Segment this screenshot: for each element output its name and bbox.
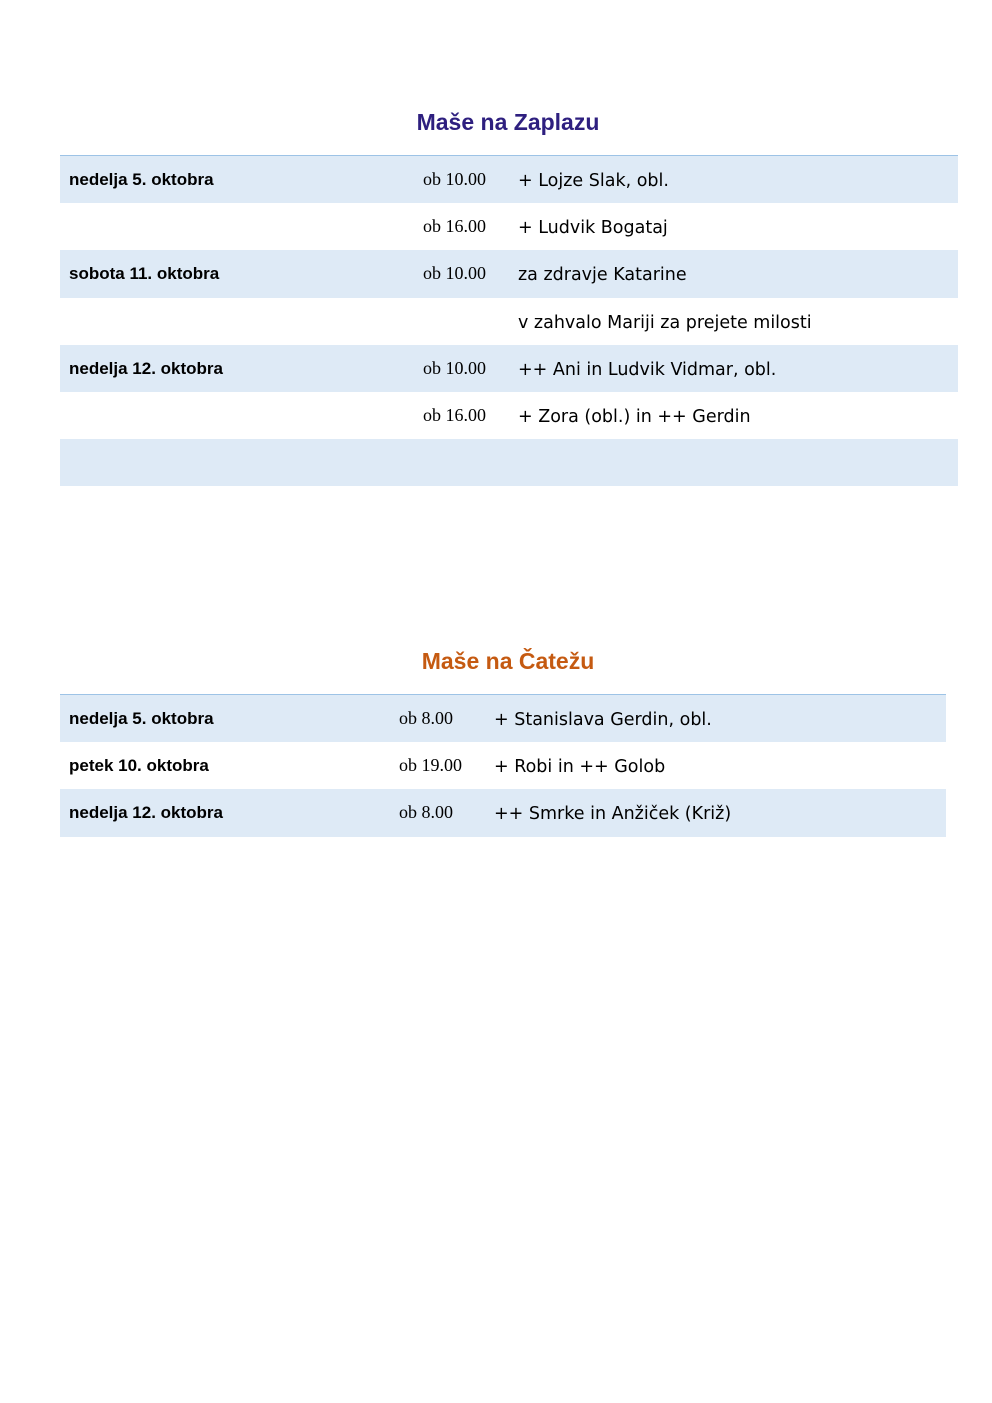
mass-intention: + Stanislava Gerdin, obl. [494, 710, 712, 730]
mass-time: ob 16.00 [423, 216, 486, 237]
mass-day [60, 392, 423, 406]
mass-intention: + Ludvik Bogataj [518, 218, 668, 239]
table-row [60, 250, 958, 297]
zaplaz-section-title: Maše na Zaplazu [416, 109, 600, 135]
mass-day: nedelja 12. oktobra [69, 358, 223, 378]
table-row [60, 439, 958, 486]
table-row [60, 156, 958, 203]
mass-day: nedelja 5. oktobra [69, 170, 214, 189]
mass-intention: + Robi in ++ Golob [494, 757, 666, 778]
mass-time: ob 8.00 [399, 802, 453, 823]
mass-day [60, 439, 423, 453]
mass-intention: ++ Ani in Ludvik Vidmar, obl. [518, 359, 777, 380]
mass-day: nedelja 5. oktobra [69, 709, 214, 728]
mass-intention: v zahvalo Mariji za prejete milosti [518, 312, 812, 333]
mass-time [423, 298, 518, 311]
mass-intention: ++ Smrke in Anžiček (Križ) [494, 804, 732, 825]
mass-intention: + Lojze Slak, obl. [518, 171, 669, 191]
mass-time: ob 19.00 [399, 755, 462, 776]
mass-day [60, 298, 423, 312]
table-row [60, 392, 958, 439]
mass-intention: + Zora (obl.) in ++ Gerdin [518, 406, 751, 427]
mass-intention: za zdravje Katarine [518, 265, 687, 286]
mass-time: ob 8.00 [399, 708, 453, 728]
mass-time: ob 10.00 [423, 263, 486, 284]
mass-day [60, 203, 423, 217]
catez-mass-schedule [60, 694, 946, 837]
mass-day: petek 10. oktobra [69, 756, 209, 776]
table-row [60, 298, 958, 345]
mass-time: ob 16.00 [423, 404, 486, 425]
mass-day: sobota 11. oktobra [69, 264, 220, 284]
table-row [60, 345, 958, 392]
table-row [60, 742, 946, 789]
zaplaz-mass-schedule [60, 155, 958, 486]
mass-time [423, 439, 518, 452]
mass-time: ob 10.00 [423, 357, 486, 378]
mass-day: nedelja 12. oktobra [69, 803, 223, 823]
table-row [60, 695, 946, 742]
catez-section-title: Maše na Čatežu [421, 648, 595, 674]
mass-time: ob 10.00 [423, 169, 486, 189]
table-row [60, 203, 958, 250]
table-row [60, 789, 946, 836]
